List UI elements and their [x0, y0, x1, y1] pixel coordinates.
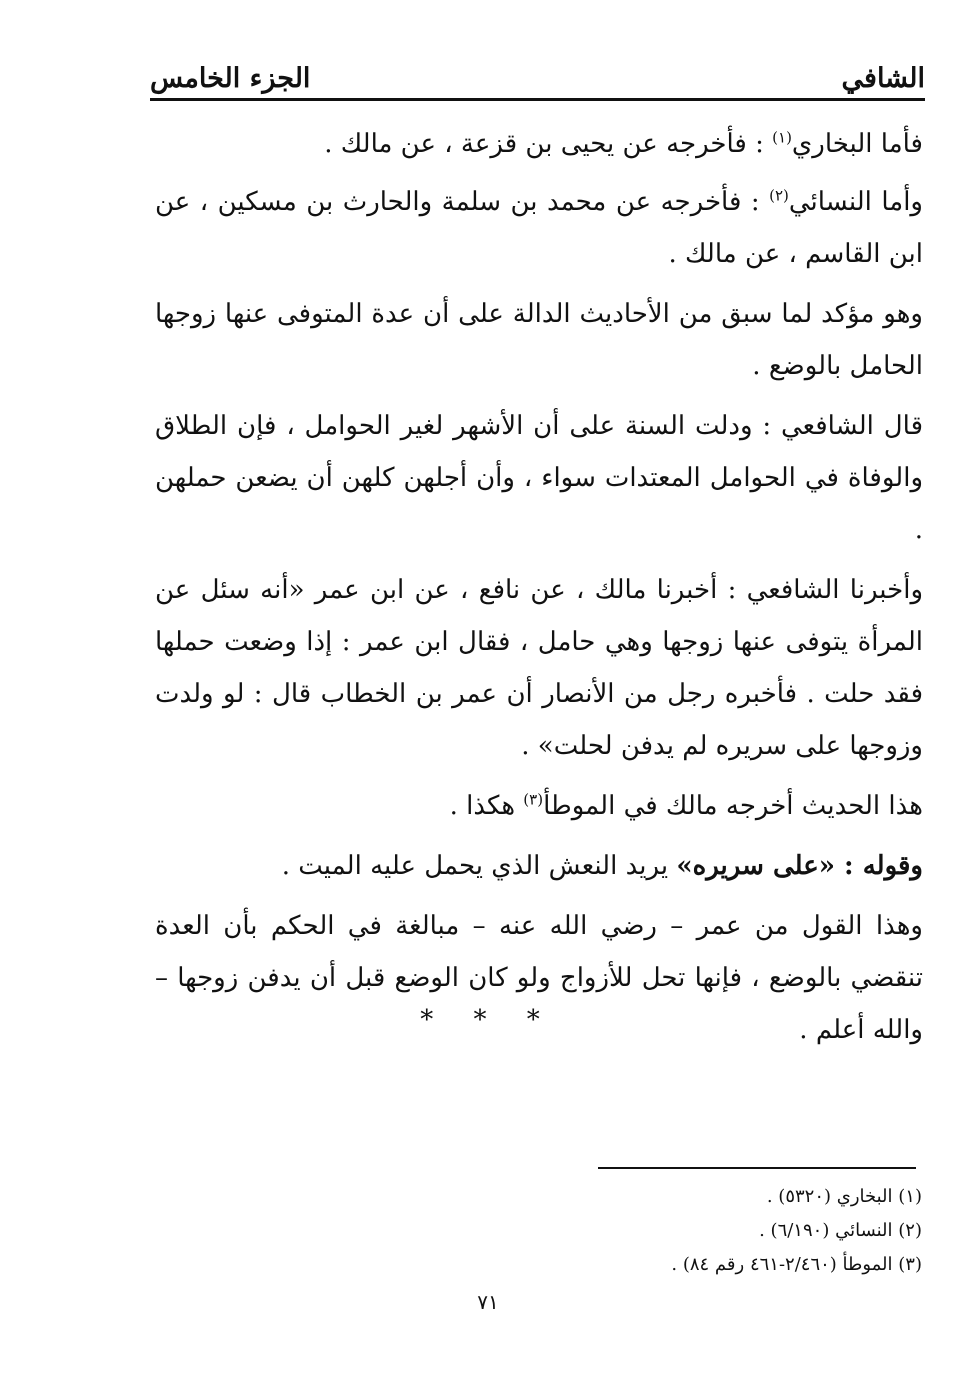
- footnote-ref-2: (٢): [769, 186, 789, 205]
- paragraph-text: يريد النعش الذي يحمل عليه الميت .: [281, 851, 677, 881]
- header-book-title: الشافي: [841, 63, 925, 94]
- footnote-3: (٣) الموطأ (٢/٤٦٠-٤٦١ رقم ٨٤) .: [671, 1254, 922, 1275]
- paragraph-text: هذا الحديث أخرجه مالك في الموطأ: [543, 791, 923, 821]
- header-volume-title: الجزء الخامس: [150, 63, 311, 94]
- paragraph-text: فأما البخاري: [791, 129, 923, 159]
- header-divider: [150, 98, 925, 101]
- footnote-ref-1: (١): [772, 128, 792, 147]
- paragraph-conclusion: وهذا القول من عمر – رضي الله عنه – مبالغة في الحكم بأن العدة تنقضي بالوضع ، فإنها تحل للأزواج ولو كان الوضع قبل أن يدفن زوجها – والله أعلم .: [155, 911, 923, 1045]
- paragraph-shafii-statement: قال الشافعي : ودلت السنة على أن الأشهر لغير الحوامل ، فإن الطلاق والوفاة في الحوامل المعتدات سواء ، وأن أجلهن كلهن أن يضعن حملهن .: [155, 411, 923, 545]
- paragraph-nasai: [155, 176, 923, 280]
- paragraph-text: هكذا .: [449, 791, 524, 821]
- paragraph-text: وأما النسائي: [788, 187, 923, 217]
- page-number: ٧١: [477, 1290, 499, 1314]
- paragraph-hadith: وأخبرنا الشافعي : أخبرنا مالك ، عن نافع ، عن ابن عمر «أنه سئل عن المرأة يتوفى عنها زوجها وهي حامل ، فقال ابن عمر : إذا وضعت حملها فقد حلت . فأخبره رجل من الأنصار أن عمر بن الخطاب قال : لو ولدت وزوجها على سريره لم يدفن لحلت» .: [155, 575, 923, 761]
- paragraph-muwatta: [155, 780, 923, 832]
- footnote-2: (٢) النسائي (٦/١٩٠) .: [759, 1220, 922, 1241]
- paragraph-text: : فأخرجه عن محمد بن سلمة والحارث بن مسكين ، عن ابن القاسم ، عن مالك .: [155, 187, 923, 269]
- footnote-ref-3: (٣): [523, 790, 544, 809]
- paragraph-confirmation: وهو مؤكد لما سبق من الأحاديث الدالة على أن عدة المتوفى عنها زوجها الحامل بالوضع .: [155, 299, 923, 381]
- footnotes: [500, 1180, 922, 1282]
- main-text: [155, 118, 923, 1062]
- footnote-divider: [598, 1167, 916, 1169]
- paragraph-explanation: [155, 840, 923, 892]
- quoted-term: وقوله : «على سريره»: [676, 851, 923, 881]
- section-separator: * * *: [420, 1005, 556, 1035]
- paragraph-text: : فأخرجه عن يحيى بن قزعة ، عن مالك .: [324, 129, 773, 159]
- paragraph-bukhari: [155, 118, 923, 170]
- running-header: [150, 50, 925, 94]
- footnote-1: (١) البخاري (٥٣٢٠) .: [766, 1186, 922, 1207]
